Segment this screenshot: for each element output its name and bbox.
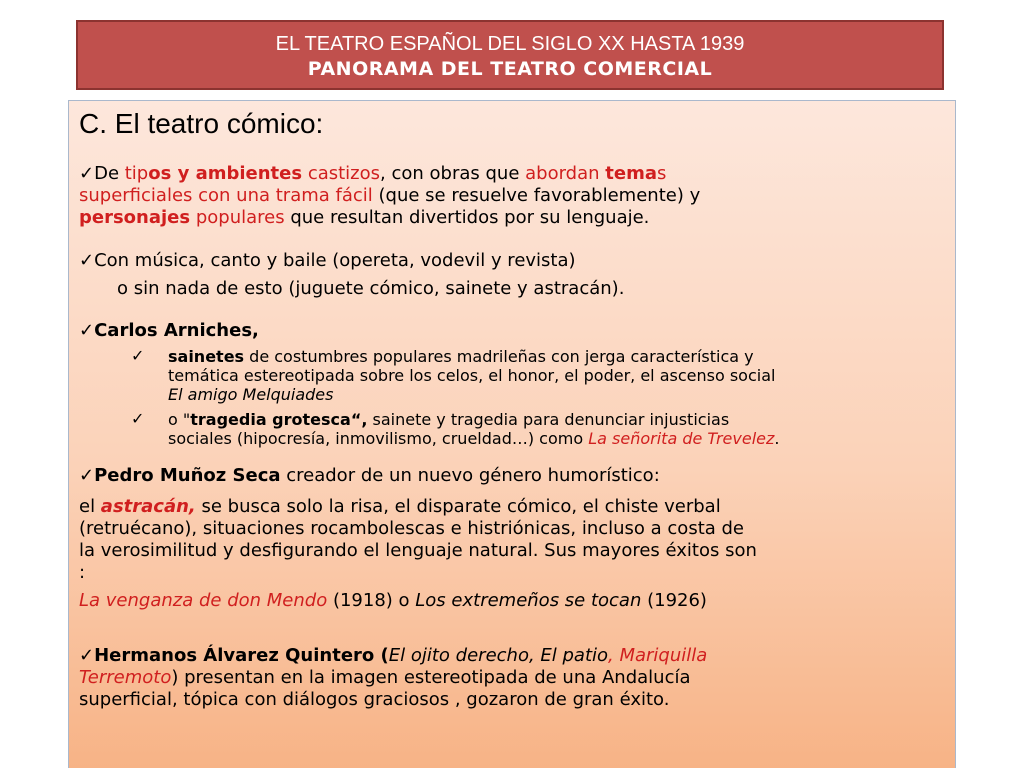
title-line-2: PANORAMA DEL TEATRO COMERCIAL [307,58,713,80]
p4-line-6: La venganza de don Mendo (1918) o Los extremeños se tocan (1926) [79,590,707,611]
section-heading: C. El teatro cómico: [79,108,324,139]
p5-line-1: ✓Hermanos Álvarez Quintero (El ojito derecho, El patio, Mariquilla [79,645,708,666]
p5-line-2: Terremoto) presentan en la imagen estereotipada de una Andalucía [79,667,691,688]
p2-line-1: ✓Con música, canto y baile (opereta, vodevil y revista) [79,250,576,271]
checkmark-icon: ✓ [79,320,95,341]
p3-sub1-line-1: sainetes de costumbres populares madrileñas con jerga característica y [168,347,754,366]
p3-sub1-line-3: El amigo Melquiades [168,385,334,404]
title-line-1: EL TEATRO ESPAÑOL DEL SIGLO XX HASTA 1939 [275,33,745,55]
title-banner [76,20,944,90]
checkmark-icon: ✓ [79,163,95,184]
p3-sub2-line-1: o "tragedia grotesca“, sainete y tragedia para denunciar injusticias [168,410,730,429]
p4-line-2: el astracán, se busca solo la risa, el disparate cómico, el chiste verbal [79,496,721,517]
p4-line-1: ✓Pedro Muñoz Seca creador de un nuevo género humorístico: [79,465,660,486]
p1-line-3: personajes populares que resultan divertidos por su lenguaje. [79,207,650,228]
p5-line-3: superficial, tópica con diálogos graciosos , gozaron de gran éxito. [79,689,670,710]
checkmark-icon: ✓ [131,409,145,428]
p2-line-2: o sin nada de esto (juguete cómico, sainete y astracán). [117,278,625,299]
p4-line-5: : [79,562,86,583]
p3-title: ✓Carlos Arniches, [79,320,259,341]
checkmark-icon: ✓ [79,645,95,666]
p1-line-1: ✓De tipos y ambientes castizos, con obras que abordan temas [79,163,667,184]
p4-line-4: la verosimilitud y desfigurando el lenguaje natural. Sus mayores éxitos son [79,540,757,561]
p4-line-3: (retruécano), situaciones rocambolescas e histriónicas, incluso a costa de [79,518,745,539]
checkmark-icon: ✓ [79,465,95,486]
p3-sub1-line-2: temática estereotipada sobre los celos, el honor, el poder, el ascenso social [168,366,776,385]
p3-sub2-line-2: sociales (hipocresía, inmovilismo, crueldad…) como La señorita de Trevelez. [168,429,780,448]
checkmark-icon: ✓ [131,346,145,365]
p1-line-2: superficiales con una trama fácil (que se resuelve favorablemente) y [79,185,701,206]
checkmark-icon: ✓ [79,250,95,271]
